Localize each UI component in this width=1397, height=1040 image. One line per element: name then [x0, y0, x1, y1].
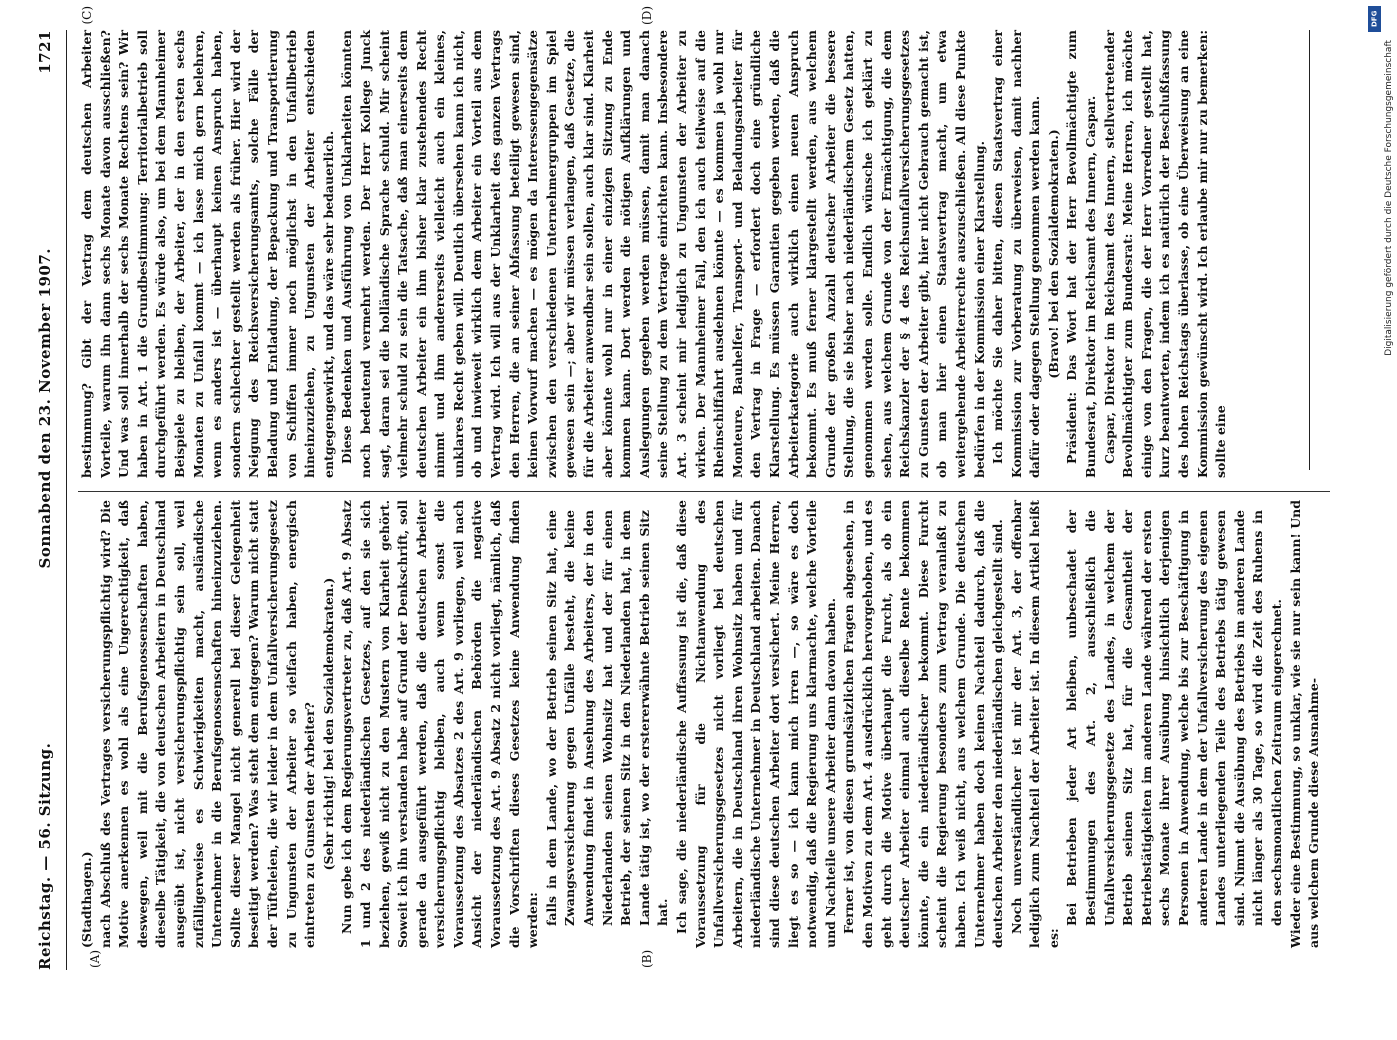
margin-mark-c: (C): [80, 6, 94, 25]
header-left: Reichstag. — 56. Sitzung.: [36, 742, 54, 970]
paragraph: bestimmung? Gibt der Vertrag dem deutschen Arbeiter Vorteile, warum ihn dann sechs Monate davon ausschließen? Und was soll innerhalb der sechs Monate Rechtens sein? Wir haben in Art. 1 die Grundbestimmung: Territorialbetrieb soll durchgeführt werden. Es würde also, um bei dem Mannheimer Beispiele zu bleiben, der Arbeiter, der in den ersten sechs Monaten zu Unfall kommt — ich lasse mich gern belehren, wenn es anders ist — überhaupt keinen Anspruch haben, sondern schlechter gestellt werden als früher. Hier wird der Neigung des Reichsversicherungsamts, solche Fälle der Beladung und Entladung, der Bepackung und Transportierung von Schiffen immer noch möglichst in den Unfallbetrieb hineinzuziehen, zu Ungunsten der Arbeiter entschieden entgegengewirkt, und das wäre sehr bedauerlich.: [79, 30, 336, 478]
column-divider: [78, 491, 1330, 492]
paragraph: Ferner ist, von diesen grundsätzlichen Fragen abgesehen, in den Motiven zu dem Art. 4 ausdrücklich hervorgehoben, und es geht durch die Motive überhaupt die Furcht, als ob ein deutscher Arbeiter einmal auch dieselbe Rente bekommen könnte, die ein niederländischer bekommt. Diese Furcht scheint die Regierung besonders zum Vertrag veranlaßt zu haben. Ich weiß nicht, aus welchem Grunde. Die deutschen Unternehmer haben doch keinen Nachteil dadurch, daß die deutschen Arbeiter den niederländischen gleichgestellt sind.: [841, 500, 1006, 948]
margin-mark-b: (B): [640, 949, 654, 968]
header-date: Sonnabend den 23. November 1907.: [36, 247, 54, 569]
paragraph-speaker-president: Präsident: Das Wort hat der Herr Bevollmächtigte zum Bundesrat, Direktor im Reichsamt des Innern, Caspar.: [1064, 30, 1099, 478]
paragraph: Wieder eine Bestimmung, so unklar, wie sie nur sein kann! Und aus welchem Grunde diese Ausnahme-: [1287, 500, 1322, 948]
dfg-logo-text: DFG: [1370, 10, 1379, 28]
paragraph: Noch unverständlicher ist mir der Art. 3, der offenbar lediglich zum Nachteil der Arbeiter ist. In diesem Artikel heißt es:: [1008, 500, 1061, 948]
dfg-logo: [1368, 6, 1381, 32]
bottom-rule: [1309, 30, 1310, 470]
paragraph: Nun gebe ich dem Regierungsvertreter zu, daß Art. 9 Absatz 1 und 2 des niederländischen Gesetzes, auf den sie sich beziehen, gewiß nicht zu den Mustern von Klarheit gehört. Soweit ich ihn verstanden habe auf Grund der Denkschrift, soll gerade da ausgeführt werden, daß die deutschen Arbeiter versicherungspflichtig bleiben, auch wenn sonst die Voraussetzung des Absatzes 2 des Art. 9 vorliegen, weil nach Ansicht der niederländischen Behörden die negative Voraussetzung des Art. 9 Absatz 2 nicht vorliegt, nämlich, daß die Vorschriften dieses Gesetzes keine Anwendung finden werden:: [339, 500, 541, 948]
paragraph: Ich sage, die niederländische Auffassung ist die, daß diese Voraussetzung für die Nichtanwendung des Unfallversicherungsgesetzes nicht vorliegt bei deutschen Arbeitern, die in Deutschland ihren Wohnsitz haben und für niederländische Unternehmer in Deutschland arbeiten. Danach sind diese deutschen Arbeiter dort versichert. Meine Herren, liegt es so — ich kann mich irren —, so wäre es doch notwendig, daß die Regierung uns klarmachte, welche Vorteile und Nachteile unsere Arbeiter dann davon haben.: [674, 500, 838, 948]
margin-mark-d: (D): [640, 6, 654, 25]
right-column: [78, 30, 1330, 478]
interjection: (Sehr richtig! bei den Sozialdemokraten.): [320, 577, 336, 871]
interjection: (Bravo! bei den Sozialdemokraten.): [1045, 129, 1061, 379]
margin-mark-a: (A): [88, 949, 102, 968]
attribution-text: Digitalisierung gefördert durch die Deutsche Forschungsgemeinschaft: [1384, 40, 1394, 356]
left-column: [78, 500, 1330, 948]
quoted-block: Bei Betrieben jeder Art bleiben, unbeschadet der Bestimmungen des Art. 2, ausschließlich die Unfallversicherungsgesetze des Landes, in welchem der Betrieb seinen Sitz hat, für die Gesamtheit der Betriebstätigkeiten im anderen Lande während der ersten sechs Monate ihrer Ausübung hinsichtlich derjenigen Personen in Anwendung, welche bis zur Beschäftigung in anderen Lande in dem der Unfallversicherung des eigenen Landes unterliegenden Teile des Betriebs tätig gewesen sind. Nimmt die Ausübung des Betriebs im anderen Lande nicht länger als 30 Tage, so wird die Zeit des Ruhens in den sechsmonatlichen Zeitraum eingerechnet.: [1064, 510, 1284, 926]
attribution-strip: [1365, 0, 1394, 1000]
page-number: 1721: [36, 30, 54, 74]
quoted-block: falls in dem Lande, wo der Betrieb seinen Sitz hat, eine Zwangsversicherung gegen Unfälle besteht, die keine Anwendung findet in Ansehung des Arbeiters, der in den Niederlanden seinen Wohnsitz hat und der für einen Betrieb, der seinen Sitz in den Niederlanden hat, in dem Lande tätig ist, wo der erstererwähnte Betrieb seinen Sitz hat.: [543, 510, 671, 926]
paragraph: nach Abschluß des Vertrages versicherungspflichtig wird? Die Motive anerkennen es wohl als eine Ungerechtigkeit, daß deswegen, weil mit die Berufsgenossenschaften haben, dieselbe Tätigkeit, die von deutschen Arbeitern in Deutschland ausgeübt ist, nicht versicherungspflichtig sein soll, weil zufälligerweise es Schwierigkeiten macht, ausländische Unternehmer in die Berufsgenossenschaften hineinzuziehen. Sollte dieser Mangel nicht generell bei dieser Gelegenheit beseitigt werden? Was steht dem entgegen? Warum nicht statt der Tüfteleien, die wir leider in dem Unfallversicherungsgesetz zu Ungunsten der Arbeiter so vielfach haben, energisch eintreten zu Gunsten der Arbeiter?: [97, 500, 318, 948]
paragraph: Ich möchte Sie daher bitten, diesen Staatsvertrag einer Kommission zur Vorberatung zu überweisen, damit nachher dafür oder dagegen Stellung genommen werden kann.: [990, 30, 1043, 478]
page-header: [30, 30, 60, 970]
paragraph-speaker-caspar: Caspar, Direktor im Reichsamt des Innern, stellvertretender Bevollmächtigter zum Bundesrat: Meine Herren, ich möchte einige von den Fragen, die der Herr Vorredner gestellt hat, kurz beantworten, indem ich es natürlich der Beschlußfassung des hohen Reichstags überlasse, ob eine Überweisung an eine Kommission gewünscht wird. Ich erlaube mir nur zu bemerken: sollte eine: [1101, 30, 1229, 478]
paragraph: (Stadthagen.): [79, 851, 94, 948]
paragraph: Diese Bedenken und Ausführung von Unklarheiten könnten noch bedeutend vermehrt werden. Der Herr Kollege Junck sagt, daran sei die holländische Sprache schuld. Mir scheint vielmehr schuld zu sein die Tatsache, daß man einerseits dem deutschen Arbeiter ein ihm bisher klar zustehendes Recht nimmt und ihm andererseits vielleicht auch ein kleines, unklares Recht geben will. Deutlich übersehen kann ich nicht, ob und inwieweit wirklich dem Arbeiter ein Vorteil aus dem Vertrag wird. Ich will aus der Unklarheit des ganzen Vertrags den Herren, die an seiner Abfassung beteiligt gewesen sind, keinen Vorwurf machen — es mögen da Interessengegensätze zwischen den verschiedenen Unternehmergruppen im Spiel gewesen sein —; aber wir müssen verlangen, daß Gesetze, die für die Arbeiter anwendbar sein sollen, auch klar sind. Klarheit aber könnte wohl nur in einer einzigen Sitzung zu Ende kommen kann. Dort werden die nötigen Aufklärungen und Auslegungen gegeben werden müssen, damit man danach seine Stellung zu dem Vertrage einrichten kann. Insbesondere Art. 3 scheint mir lediglich zu Ungunsten der Arbeiter zu wirken. Der Mannheimer Fall, den ich auch teilweise auf die Rheinschiffahrt ausdehnen könnte — es kommen ja wohl nur Monteure, Bauhelfer, Transport- und Beladungsarbeiter für den Vertrag in Frage — erfordert doch eine gründliche Klarstellung. Es müssen Garantien gegeben werden, daß die Arbeiterkategorie auch wirklich einen neuen Anspruch bekommt. Es muß ferner klargestellt werden, aus welchem Grunde der großen Anzahl deutscher Arbeiter die bessere Stellung, die sie bisher nach niederländischem Gesetz hatten, genommen werden solle. Endlich wünsche ich geklärt zu sehen, aus welchem Grunde von der Ermächtigung, die dem Reichskanzler der § 4 des Reichsunfallversicherungsgesetzes zu Gunsten der Arbeiter gibt, hier nicht Gebrauch gemacht ist, ob man hier einen Staatsvertrag macht, um etwa weitergehende Arbeiterrechte auszuschließen. All diese Punkte bedürfen in der Kommission einer Klarstellung.: [339, 30, 987, 478]
header-rule: [66, 30, 67, 970]
text-columns: [78, 30, 1330, 948]
